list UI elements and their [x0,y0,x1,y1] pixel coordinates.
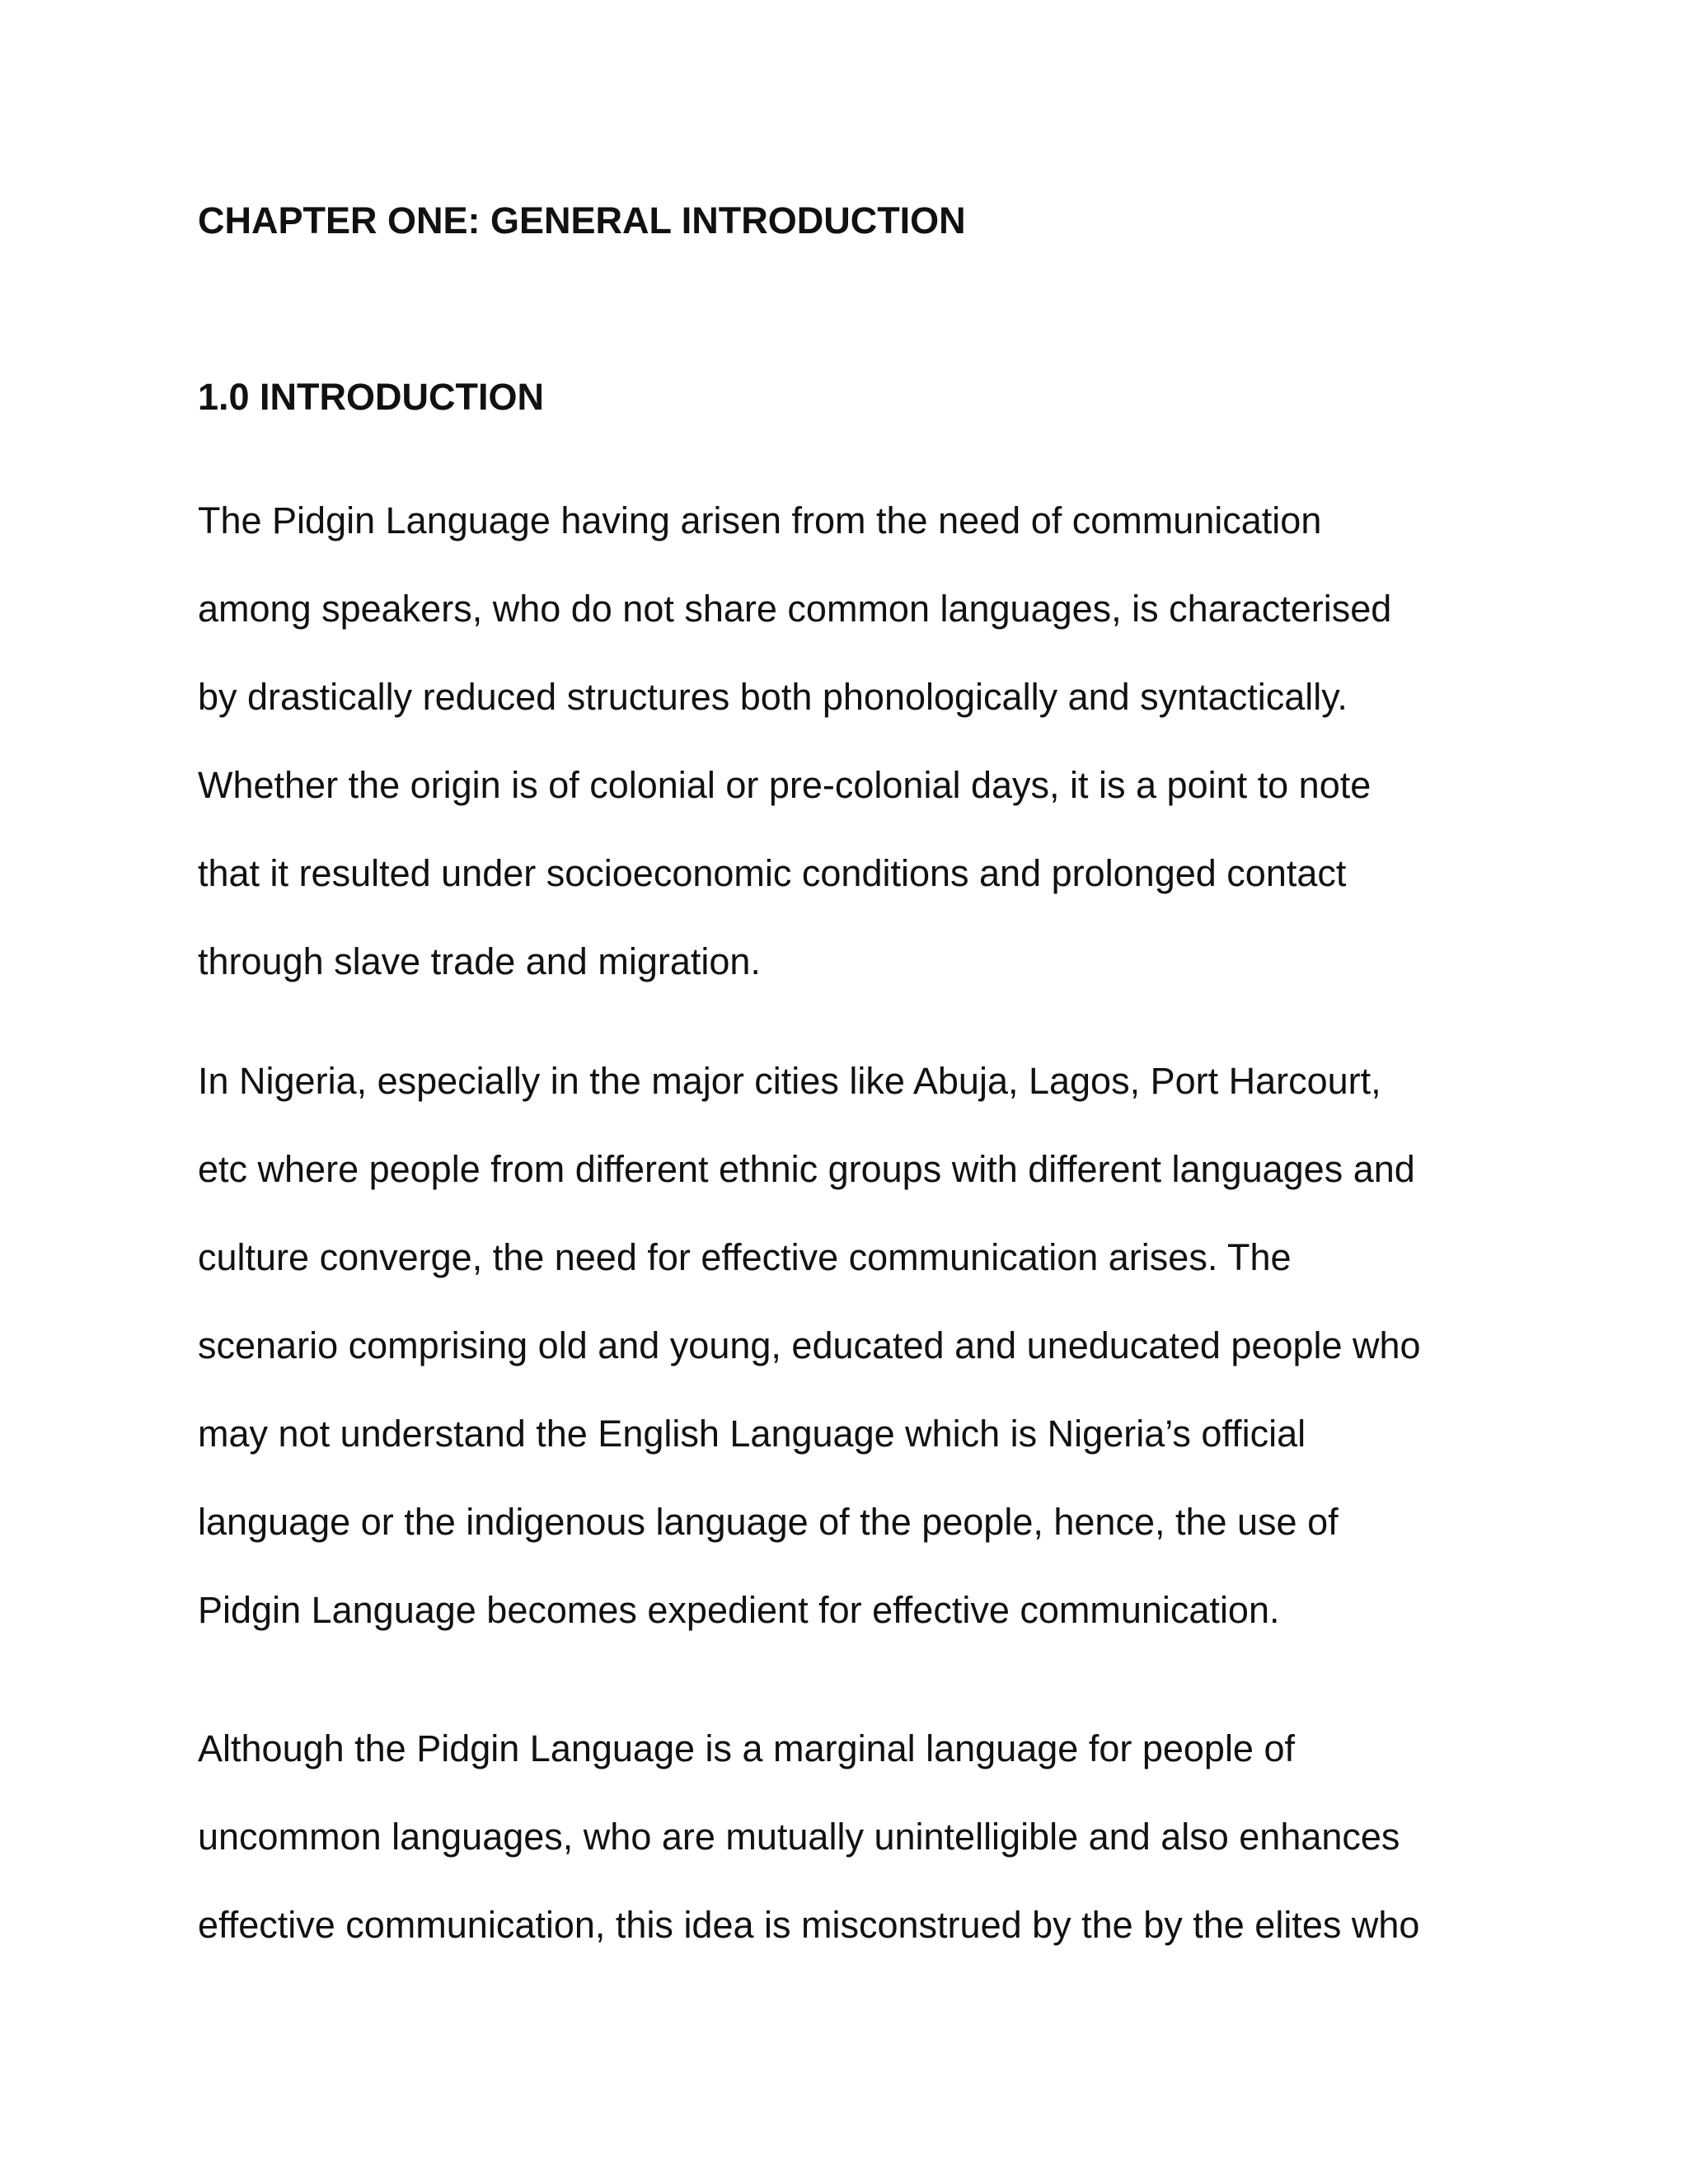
chapter-title: CHAPTER ONE: GENERAL INTRODUCTION [198,199,966,241]
paragraph-line: among speakers, who do not share common languages, is characterised [198,588,1392,630]
paragraph-line: may not understand the English Language which is Nigeria’s official [198,1413,1306,1455]
paragraph-line: by drastically reduced structures both phonologically and syntactically. [198,676,1348,718]
paragraph-line: The Pidgin Language having arisen from the need of communication [198,499,1322,541]
paragraph-line: language or the indigenous language of the people, hence, the use of [198,1501,1339,1543]
paragraph-line: Although the Pidgin Language is a marginal language for people of [198,1727,1295,1769]
paragraph-line: that it resulted under socioeconomic conditions and prolonged contact [198,852,1347,894]
paragraph-3 [198,1704,1517,1969]
paragraph-line: uncommon languages, who are mutually unintelligible and also enhances [198,1816,1400,1858]
paragraph-2 [198,1037,1517,1654]
paragraph-line: culture converge, the need for effective communication arises. The [198,1236,1292,1278]
paragraph-1 [198,476,1517,1005]
paragraph-line: In Nigeria, especially in the major cities like Abuja, Lagos, Port Harcourt, [198,1060,1381,1102]
paragraph-line: effective communication, this idea is misconstrued by the by the elites who [198,1904,1420,1946]
paragraph-line: etc where people from different ethnic groups with different languages and [198,1148,1415,1190]
paragraph-line: scenario comprising old and young, educated and uneducated people who [198,1324,1421,1366]
paragraph-line: through slave trade and migration. [198,940,761,982]
paragraph-line: Pidgin Language becomes expedient for effective communication. [198,1589,1280,1631]
section-heading: 1.0 INTRODUCTION [198,376,545,418]
paragraph-line: Whether the origin is of colonial or pre-colonial days, it is a point to note [198,764,1372,806]
